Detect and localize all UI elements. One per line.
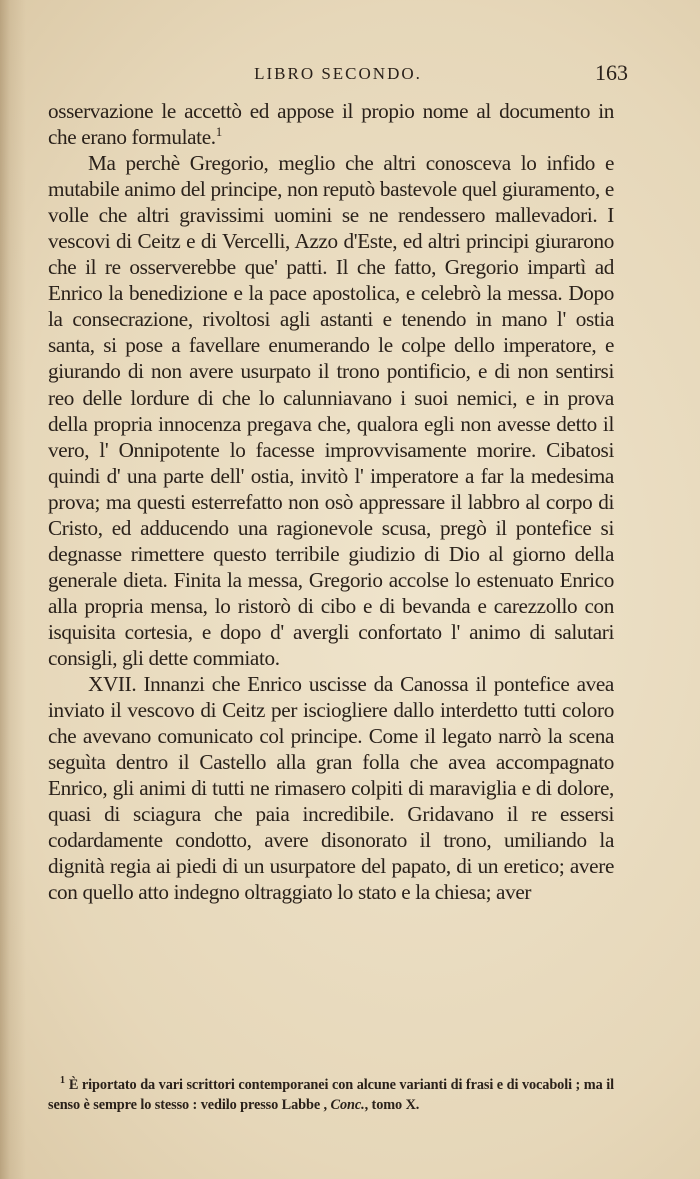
running-head: [48, 60, 628, 90]
page-number: 163: [595, 60, 628, 85]
paragraph-gregorio: Ma perchè Gregorio, meglio che altri conosceva lo infido e mutabile animo del principe, non reputò bastevole quel giuramento, e volle che altri gravissimi uomini se ne rendessero mallevadori. I vescovi di Ceitz e di Vercelli, Azzo d'Este, ed altri principi giurarono che il re osserverebbe que' patti. Il che fatto, Gregorio impartì ad Enrico la benedizione e la pace apostolica, e celebrò la messa. Dopo la consecrazione, rivoltosi agli astanti e tenendo in mano l' ostia santa, si pose a favellare enumerando le colpe dello imperatore, e giurando di non avere usurpato il trono pontificio, e di non sentirsi reo delle lordure di che lo calunniavano i suoi nemici, e in prova della propria innocenza pregava che, qualora egli non avesse detto il vero, l' Onnipotente lo facesse improvvisamente morire. Cibatosi quindi d' una parte dell' ostia, invitò l' imperatore a far la medesima prova; ma questi esterrefatto non osò appressare il labbro al corpo di Cristo, ed adducendo una ragionevole scusa, pregò il pontefice si degnasse rimettere questo terribile giudizio di Dio al giorno della generale dieta. Finita la messa, Gregorio accolse lo estenuato Enrico alla propria mensa, lo ristorò di cibo e di bevanda e carezzollo con isquisita cortesia, e dopo d' avergli confortato l' animo di salutari consigli, gli dette commiato.: [48, 151, 614, 670]
footnote: [48, 1075, 614, 1115]
paragraph-section-xvii: XVII. Innanzi che Enrico uscisse da Canossa il pontefice avea inviato il vescovo di Ceitz per isciogliere dallo interdetto tutti coloro che avevano comunicato col principe. Come il legato narrò la scena seguìta dentro il Castello alla gran folla che avea accompagnato Enrico, gli animi di tutti ne rimasero colpiti di maraviglia e di dolore, quasi di sciagura che paia incredibile. Gridavano il re essersi codardamente condotto, avere disonorato il trono, umiliando la dignità regia ai piedi di un usurpatore del papato, di un eretico; avere con quello atto indegno oltraggiato lo stato e la chiesa; aver: [48, 672, 614, 905]
footnote-mark: 1: [60, 1075, 65, 1087]
running-title: LIBRO SECONDO.: [254, 64, 422, 83]
paragraph-text: osservazione le accettò ed appose il propio nome al documento in che erano formulate.: [48, 99, 614, 150]
footnote-reference: 1: [215, 123, 222, 139]
paragraph-continuation: [48, 98, 614, 150]
body-text: [48, 98, 614, 905]
footnote-text-end: , tomo X.: [364, 1097, 420, 1113]
footnote-citation-italic: Conc.: [330, 1097, 365, 1113]
footnote-text: È riportato da vari scrittori contemporanei con alcune varianti di frasi e di vocaboli ; ma il senso è sempre lo stesso : vedilo presso Labbe ,: [48, 1077, 614, 1113]
